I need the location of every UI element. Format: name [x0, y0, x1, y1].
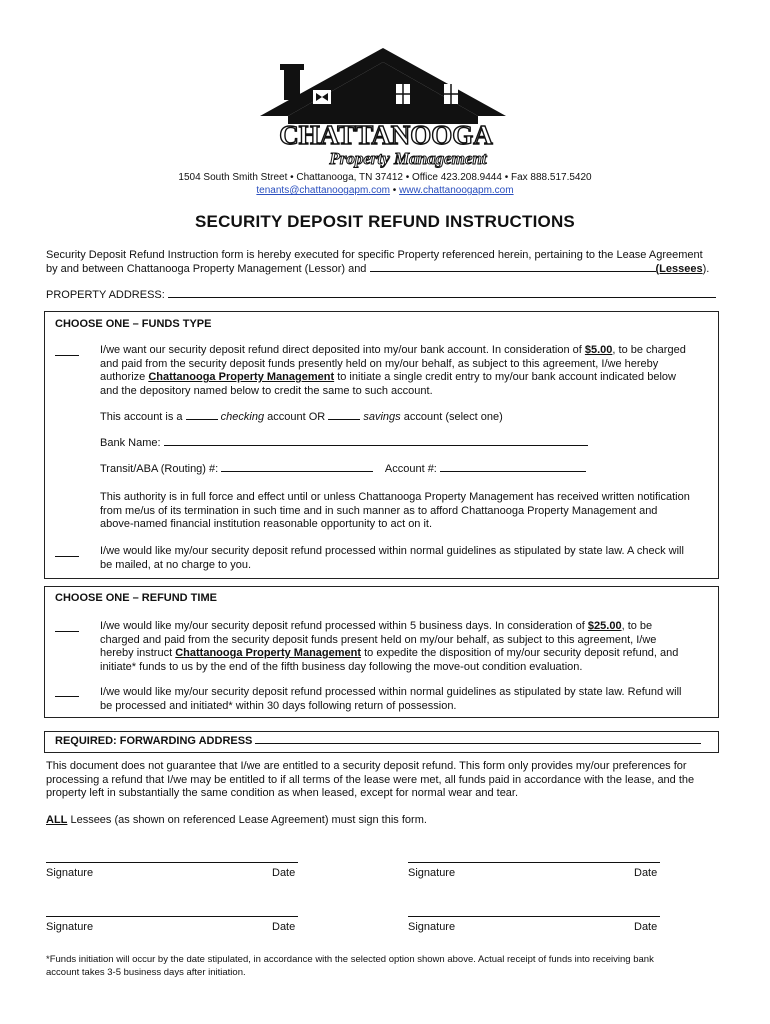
intro-line-1: Security Deposit Refund Instruction form is hereby executed for specific Property referenced herein, pertaining to the Lease Agreement: [46, 249, 703, 261]
checking-blank[interactable]: [186, 419, 218, 420]
contact-links: [0, 185, 770, 197]
property-address-label: PROPERTY ADDRESS:: [46, 289, 165, 301]
checking-label: checking: [220, 411, 265, 423]
date-label-1: Date: [272, 867, 296, 879]
page-title: SECURITY DEPOSIT REFUND INSTRUCTIONS: [195, 212, 575, 231]
bank-name-field[interactable]: [164, 445, 588, 446]
routing-account-row: [100, 463, 586, 475]
company-logo: [258, 42, 508, 172]
property-address-row: [46, 289, 722, 301]
signature-label-4: Signature: [408, 921, 456, 933]
routing-label: Transit/ABA (Routing) #:: [100, 463, 219, 475]
refund-time-header: CHOOSE ONE – REFUND TIME: [55, 592, 217, 604]
signature-line-3[interactable]: [46, 916, 298, 917]
savings-label: savings: [363, 411, 401, 423]
account-number-label: Account #:: [384, 463, 437, 475]
property-address-field[interactable]: [168, 297, 716, 298]
routing-field[interactable]: [221, 471, 373, 472]
signature-line-1[interactable]: [46, 862, 298, 863]
funds-option1-select-blank[interactable]: [55, 355, 79, 356]
signature-line-4[interactable]: [408, 916, 660, 917]
company-name-emph: Chattanooga Property Management: [175, 647, 362, 659]
signature-label-1: Signature: [46, 867, 94, 879]
refund-option1-select-blank[interactable]: [55, 631, 79, 632]
date-label-3: Date: [272, 921, 296, 933]
direct-deposit-fee: $5.00: [584, 344, 613, 356]
disclaimer-paragraph: This document does not guarantee that I/we are entitled to a security deposit refund. This form only provides my/our preferences for processing a refund that I/we may be entitled to if all terms of the lease were met, all funds paid in accordance with the lease, and the property left in substantially the same condition as when leased, except for normal wear and tear.: [46, 760, 695, 799]
funds-option2-select-blank[interactable]: [55, 556, 79, 557]
lessees-name-field[interactable]: [370, 271, 656, 272]
all-emphasis: ALL: [46, 814, 68, 826]
logo-brand-line1: CHATTANOOGA: [279, 120, 493, 150]
bank-name-row: [100, 437, 588, 449]
chimney-icon: [284, 66, 300, 100]
all-lessees-note: ALL Lessees (as shown on referenced Lease Agreement) must sign this form.: [46, 814, 427, 826]
signature-label-2: Signature: [408, 867, 456, 879]
lessees-label: (Lessees: [655, 262, 703, 275]
authority-paragraph: This authority is in full force and effect until or unless Chattanooga Property Management has received written notification from me/us of its termination in such time and in such manner as to afford Chattanooga Property Management and above-named financial institution reasonable opportunity to act on it.: [100, 491, 690, 530]
funds-option2-text: I/we would like my/our security deposit refund processed within normal guidelines as stipulated by state law. A check will be mailed, at no charge to you.: [100, 545, 684, 571]
expedite-fee: $25.00: [587, 620, 622, 632]
forwarding-address-label: REQUIRED: FORWARDING ADDRESS: [55, 735, 253, 747]
refund-option1-text: I/we would like my/our security deposit refund processed within 5 business days. In consideration of $25.00, to be charged and paid from the security deposit funds present held on my/our behalf, as subject to this agreement, I/we hereby instruct Chattanooga Property Management to expedite the disposition of my/our security deposit refund, and initiate* funds to us by the end of the fifth business day following the move-out condition evaluation.: [100, 620, 679, 673]
signature-label-3: Signature: [46, 921, 94, 933]
forwarding-address-row: [55, 735, 715, 747]
logo-brand-line2: Property Management: [329, 149, 487, 168]
date-label-4: Date: [634, 921, 658, 933]
refund-option2-select-blank[interactable]: [55, 696, 79, 697]
website-link[interactable]: www.chattanoogapm.com: [399, 185, 514, 196]
contact-address: 1504 South Smith Street • Chattanooga, TN 37412 • Office 423.208.9444 • Fax 888.517.5420: [178, 172, 592, 183]
savings-blank[interactable]: [328, 419, 360, 420]
intro-line-2: by and between Chattanooga Property Management (Lessor) and (Lessees).: [46, 262, 710, 275]
funds-type-header: CHOOSE ONE – FUNDS TYPE: [55, 318, 212, 330]
refund-option2-text: I/we would like my/our security deposit refund processed within normal guidelines as stipulated by state law. Refund will be processed and initiated* within 30 days following return of possession.: [100, 686, 682, 712]
footnote: *Funds initiation will occur by the date stipulated, in accordance with the selected option shown above. Actual receipt of funds into receiving bank account takes 3-5 business days after initiation.: [46, 954, 654, 978]
email-link[interactable]: tenants@chattanoogapm.com: [256, 185, 390, 196]
bank-name-label: Bank Name:: [100, 437, 161, 449]
account-type-row: This account is a checking account OR savings account (select one): [100, 411, 503, 423]
account-number-field[interactable]: [440, 471, 586, 472]
contact-separator: •: [392, 185, 397, 196]
signature-line-2[interactable]: [408, 862, 660, 863]
forwarding-address-field[interactable]: [255, 743, 701, 744]
funds-option1-text: I/we want our security deposit refund direct deposited into my/our bank account. In consideration of $5.00, to be charged and paid from the security deposit funds presently held on my/our behalf, as subject to this agreement, I/we hereby authorize Chattanooga Property Management to initiate a single credit entry to my/our bank account indicated below and the depository named below to credit the same to such account.: [100, 344, 686, 397]
date-label-2: Date: [634, 867, 658, 879]
company-name-emph: Chattanooga Property Management: [148, 371, 335, 383]
intro-paragraph: [46, 249, 726, 276]
